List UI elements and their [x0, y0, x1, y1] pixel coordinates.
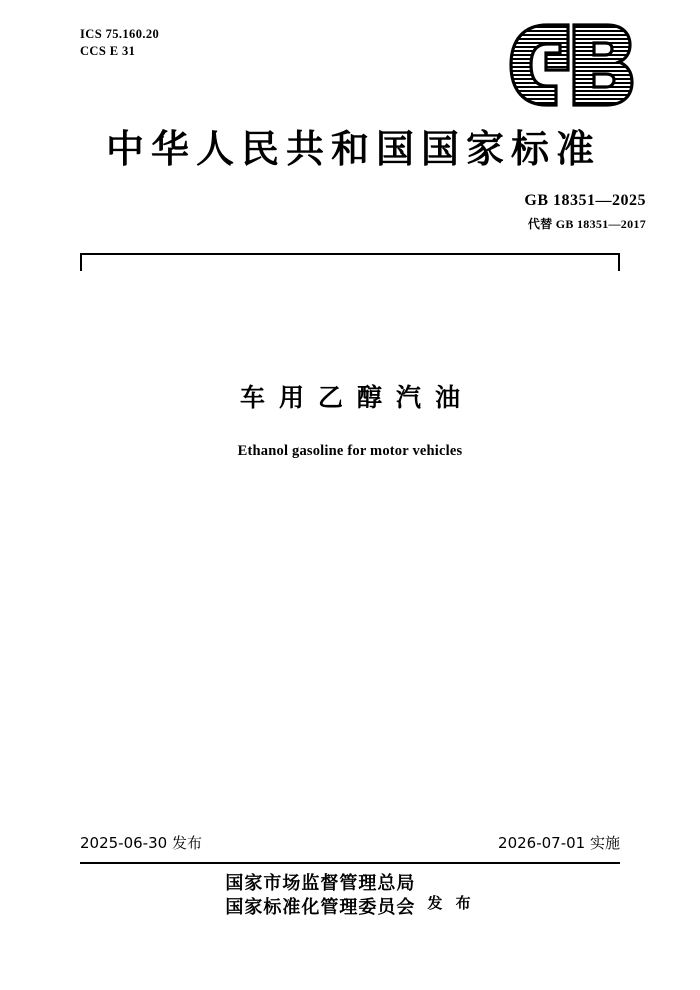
standard-number: GB 18351—2025: [524, 192, 646, 209]
standard-replaces: 代替 GB 18351—2017: [527, 217, 646, 231]
ccs-code: CCS E 31: [80, 43, 136, 58]
national-standard-title: 中华人民共和国国家标准: [105, 127, 601, 171]
issuer-names: [225, 872, 415, 921]
issue-date: 2025-06-30 发布: [80, 834, 202, 852]
footer-divider: [80, 862, 620, 864]
issuer-verb: 发 布: [427, 893, 475, 912]
margin-tick-right: [618, 253, 620, 271]
issuer-line-2: 国家标准化管理委员会: [225, 897, 416, 919]
header-divider: [80, 253, 620, 255]
ics-code: ICS 75.160.20: [80, 27, 160, 41]
gb-logo-icon: [506, 22, 638, 108]
implementation-date: 2026-07-01 实施: [498, 834, 620, 852]
document-title-en: Ethanol gasoline for motor vehicles: [237, 443, 463, 459]
margin-tick-left: [80, 253, 82, 271]
issuer-line-1: 国家市场监督管理总局: [225, 873, 416, 894]
document-title-cn: 车用乙醇汽油: [239, 383, 474, 412]
classification-codes: [80, 26, 159, 60]
standard-number-block: [524, 192, 646, 232]
issuer-block: [0, 872, 700, 921]
